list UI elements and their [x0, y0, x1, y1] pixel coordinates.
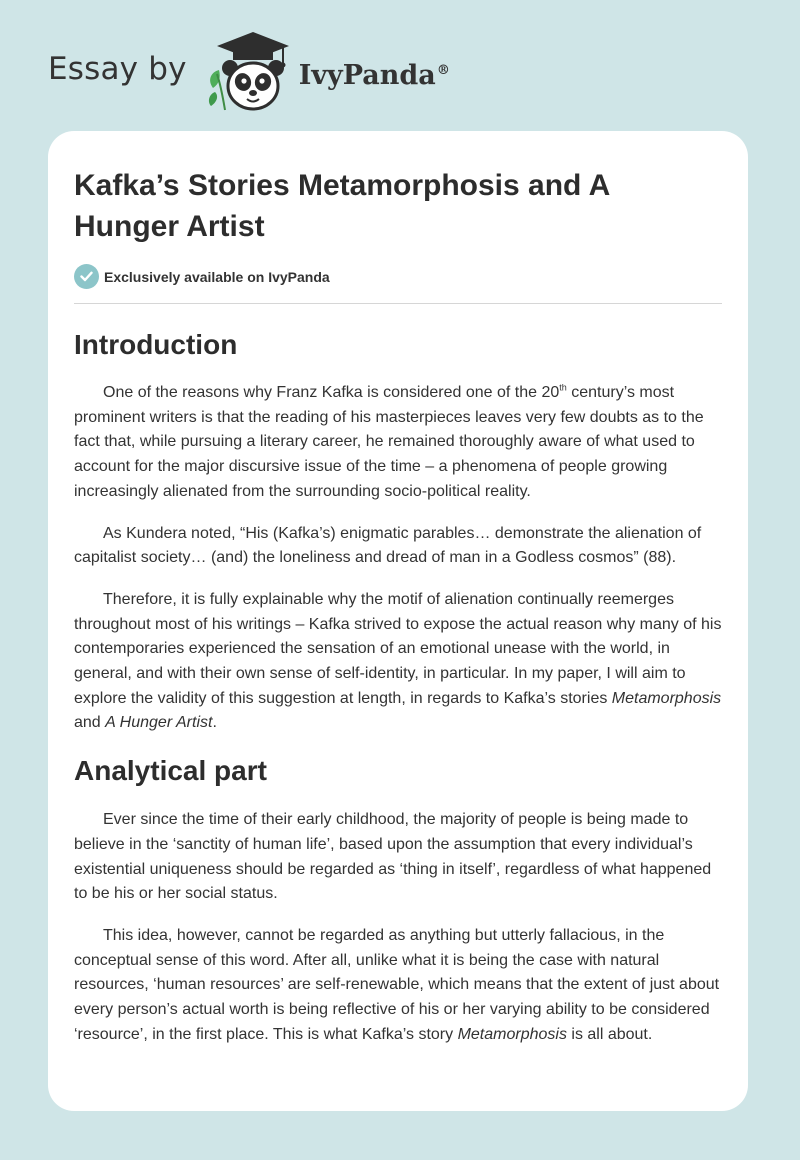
exclusive-badge	[74, 264, 722, 289]
registered-mark: ®	[436, 62, 450, 78]
paragraph: As Kundera noted, “His (Kafka’s) enigmatic parables… demonstrate the alienation of capitalist society… (and) the loneliness and dread of man in a Godless cosmos” (88).	[74, 524, 702, 567]
paragraph-text: century’s most prominent writers is that the reading of his masterpieces leaves very few doubts as to the fact that, while pursuing a literary career, he remained thoroughly aware of what used to account for the major discursive issue of the time – a phenomena of people growing increasingly alienated from the surrounding socio-political reality.	[74, 384, 704, 500]
work-title: Metamorphosis	[611, 689, 722, 707]
section-heading-introduction: Introduction	[74, 329, 238, 360]
paragraph-text: One of the reasons why Franz Kafka is considered one of the 20	[103, 384, 560, 401]
brand-text: IvyPanda	[298, 59, 436, 91]
essay-by-label: Essay by	[48, 51, 187, 87]
paragraph-text: .	[212, 714, 217, 732]
paragraph-text: This idea, however, cannot be regarded as anything but utterly fallacious, in the conceptual sense of this word. After all, unlike what it is being the case with natural resources, ‘human resources’ are self-renewable, which means that the extent of just about every person’s actual worth is being reflective of his or her varying ability to be considered ‘resource’, in the first place. This is what Kafka’s story	[74, 926, 720, 1043]
leaf-icon	[209, 70, 225, 110]
divider	[74, 303, 722, 304]
panda-graduate-logo-icon[interactable]	[203, 30, 295, 114]
paragraph-text: Therefore, it is fully explainable why the motif of alienation continually reemerges throughout most of his writings – Kafka strived to expose the actual reason why many of his contemporaries experienced the sensation of an emotional unease with the world, in general, and with their own sense of self-identity, in particular. In my paper, I will aim to explore the validity of this suggestion at length, in regards to Kafka’s stories	[74, 590, 722, 707]
paragraph	[74, 924, 722, 1048]
article-title: Kafka’s Stories Metamorphosis and A Hunger Artist	[74, 169, 610, 243]
paragraph: Ever since the time of their early childhood, the majority of people is being made to believe in the ‘sanctity of human life’, based upon the assumption that every individual’s existential uniqueness should be regarded as ‘thing in itself’, regardless of what happened to be his or her social status.	[74, 811, 712, 903]
paragraph	[74, 588, 722, 736]
work-title: Metamorphosis	[457, 1025, 567, 1043]
brand-name[interactable]	[299, 60, 450, 91]
article-card	[48, 131, 748, 1111]
paragraph-text: and	[74, 714, 106, 732]
exclusive-badge-text: Exclusively available on IvyPanda	[104, 268, 330, 285]
check-icon	[74, 264, 99, 289]
paragraph-text: is all about.	[566, 1025, 653, 1043]
site-header	[48, 30, 450, 114]
work-title: A Hunger Artist	[105, 714, 213, 732]
paragraph	[74, 381, 722, 505]
ordinal-superscript: th	[559, 382, 567, 393]
section-heading-analytical-part: Analytical part	[74, 755, 267, 787]
